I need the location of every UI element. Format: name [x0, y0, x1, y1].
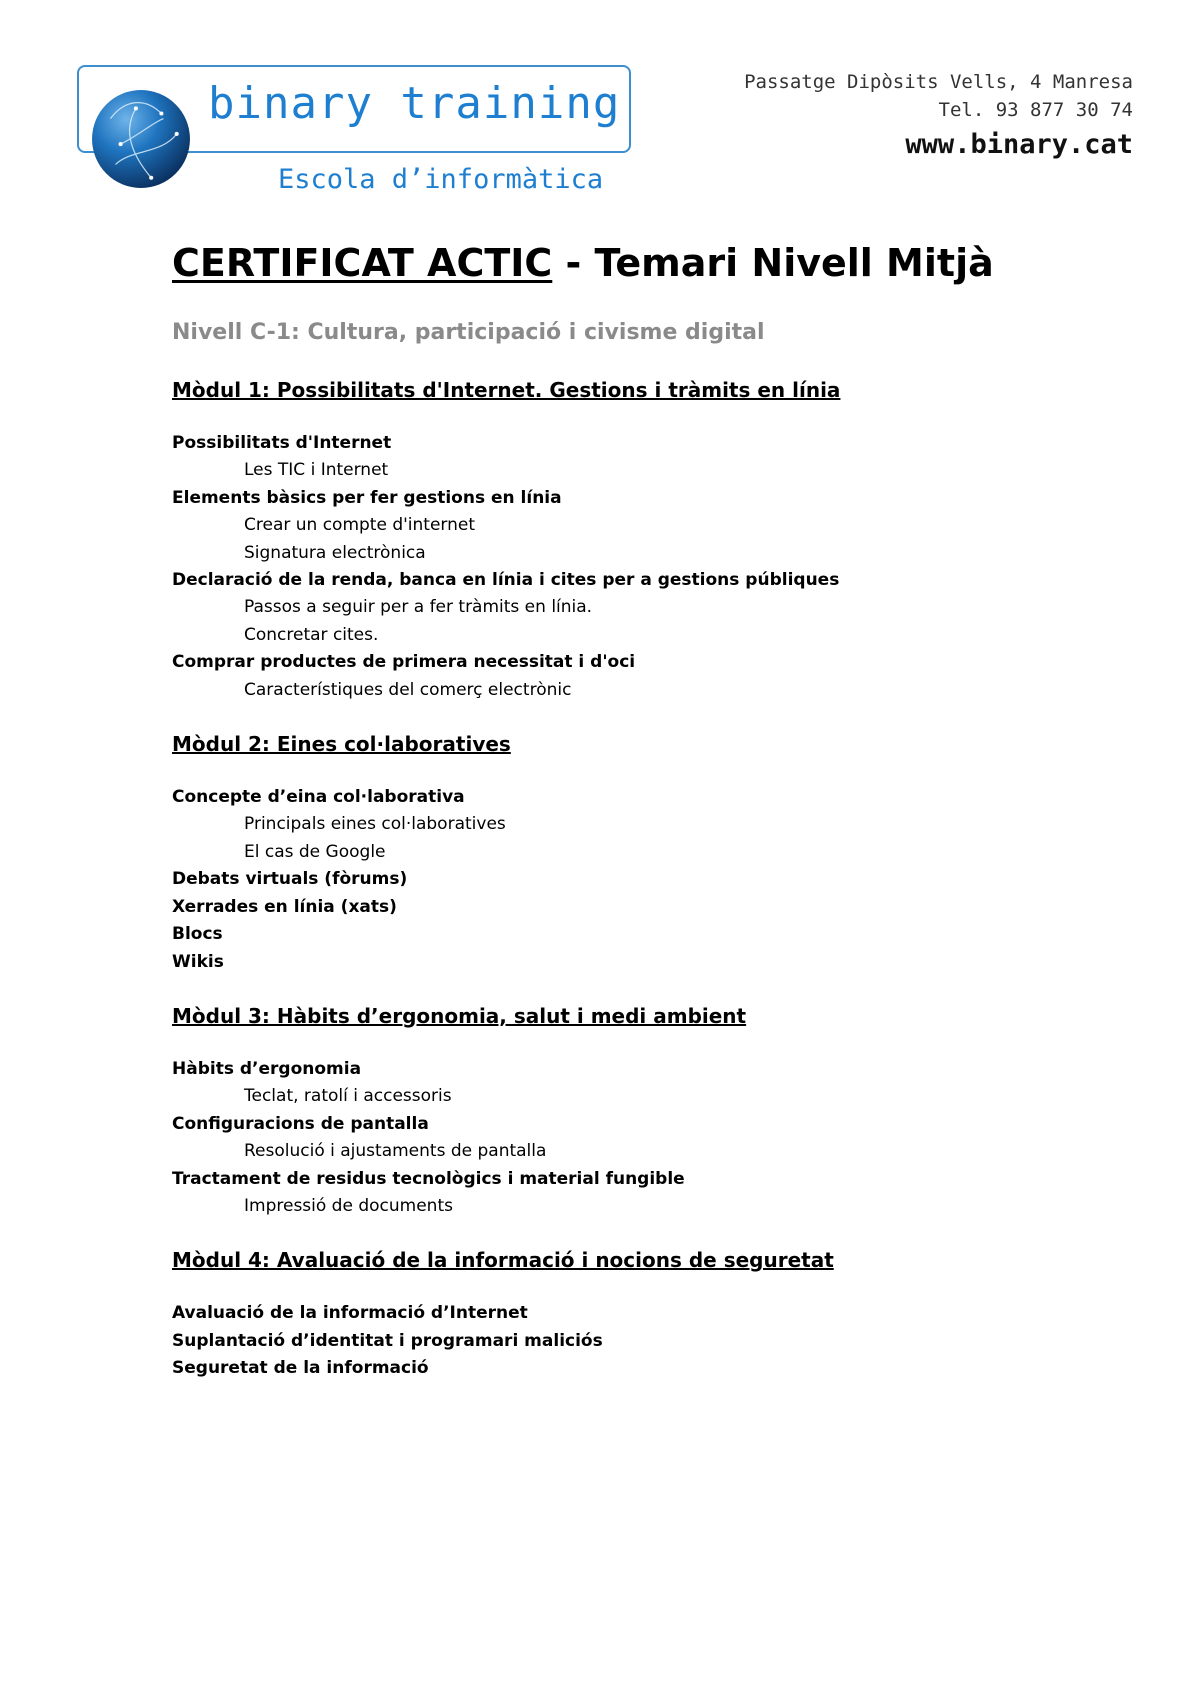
module-title: Mòdul 4: Avaluació de la informació i nocions de seguretat [172, 1248, 834, 1273]
topic-item: Suplantació d’identitat i programari maliciós [172, 1330, 603, 1351]
topic-item: Xerrades en línia (xats) [172, 896, 397, 917]
subtopic-item: Crear un compte d'internet [244, 515, 476, 536]
address: Passatge Dipòsits Vells, 4 Manresa [744, 71, 1133, 93]
topic-item: Configuracions de pantalla [172, 1113, 429, 1134]
topic-item: Declaració de la renda, banca en línia i cites per a gestions públiques [172, 570, 840, 591]
page-title [172, 238, 1132, 288]
subtopic-item: Les TIC i Internet [244, 460, 389, 481]
document-body [172, 238, 1132, 1383]
modules-list [172, 376, 1132, 1383]
module-section [172, 730, 1132, 976]
subtopic-item: Impressió de documents [244, 1195, 453, 1216]
module-title: Mòdul 2: Eines col·laboratives [172, 732, 511, 757]
module-section [172, 376, 1132, 704]
subtopic-item: Concretar cites. [244, 624, 379, 645]
phone: Tel. 93 877 30 74 [938, 99, 1133, 121]
topic-item: Tractament de residus tecnològics i material fungible [172, 1168, 685, 1189]
title-rest: - Temari Nivell Mitjà [552, 241, 994, 285]
topic-item: Elements bàsics per fer gestions en línia [172, 487, 562, 508]
subtopic-item: El cas de Google [244, 841, 386, 862]
topic-item: Debats virtuals (fòrums) [172, 869, 408, 890]
topic-item: Comprar productes de primera necessitat i d'oci [172, 652, 636, 673]
subtopic-item: Característiques del comerç electrònic [244, 679, 572, 700]
subtopic-item: Signatura electrònica [244, 542, 426, 563]
module-section [172, 1246, 1132, 1382]
subtopic-item: Resolució i ajustaments de pantalla [244, 1141, 547, 1162]
brand-tagline: Escola d’informàtica [278, 164, 604, 195]
contact-block [744, 68, 1133, 164]
subtopic-item: Passos a seguir per a fer tràmits en línia. [244, 597, 593, 618]
title-underlined: CERTIFICAT ACTIC [172, 241, 553, 285]
topic-item: Possibilitats d'Internet [172, 433, 392, 453]
level-heading: Nivell C-1: Cultura, participació i civisme digital [172, 320, 765, 345]
module-title: Mòdul 1: Possibilitats d'Internet. Gestions i tràmits en línia [172, 378, 841, 402]
topic-item: Hàbits d’ergonomia [172, 1058, 362, 1079]
topic-item: Concepte d’eina col·laborativa [172, 787, 465, 808]
topic-item: Blocs [172, 924, 223, 945]
subtopic-item: Teclat, ratolí i accessoris [244, 1086, 452, 1107]
brand-name: binary training [208, 78, 621, 129]
subtopic-item: Principals eines col·laboratives [244, 814, 506, 835]
module-section [172, 1002, 1132, 1220]
website-link[interactable]: www.binary.cat [905, 129, 1133, 160]
module-title: Mòdul 3: Hàbits d’ergonomia, salut i medi ambient [172, 1003, 747, 1028]
topic-item: Avaluació de la informació d’Internet [172, 1303, 528, 1324]
topic-item: Seguretat de la informació [172, 1358, 429, 1379]
globe-logo-icon [90, 88, 192, 190]
topic-item: Wikis [172, 951, 224, 972]
